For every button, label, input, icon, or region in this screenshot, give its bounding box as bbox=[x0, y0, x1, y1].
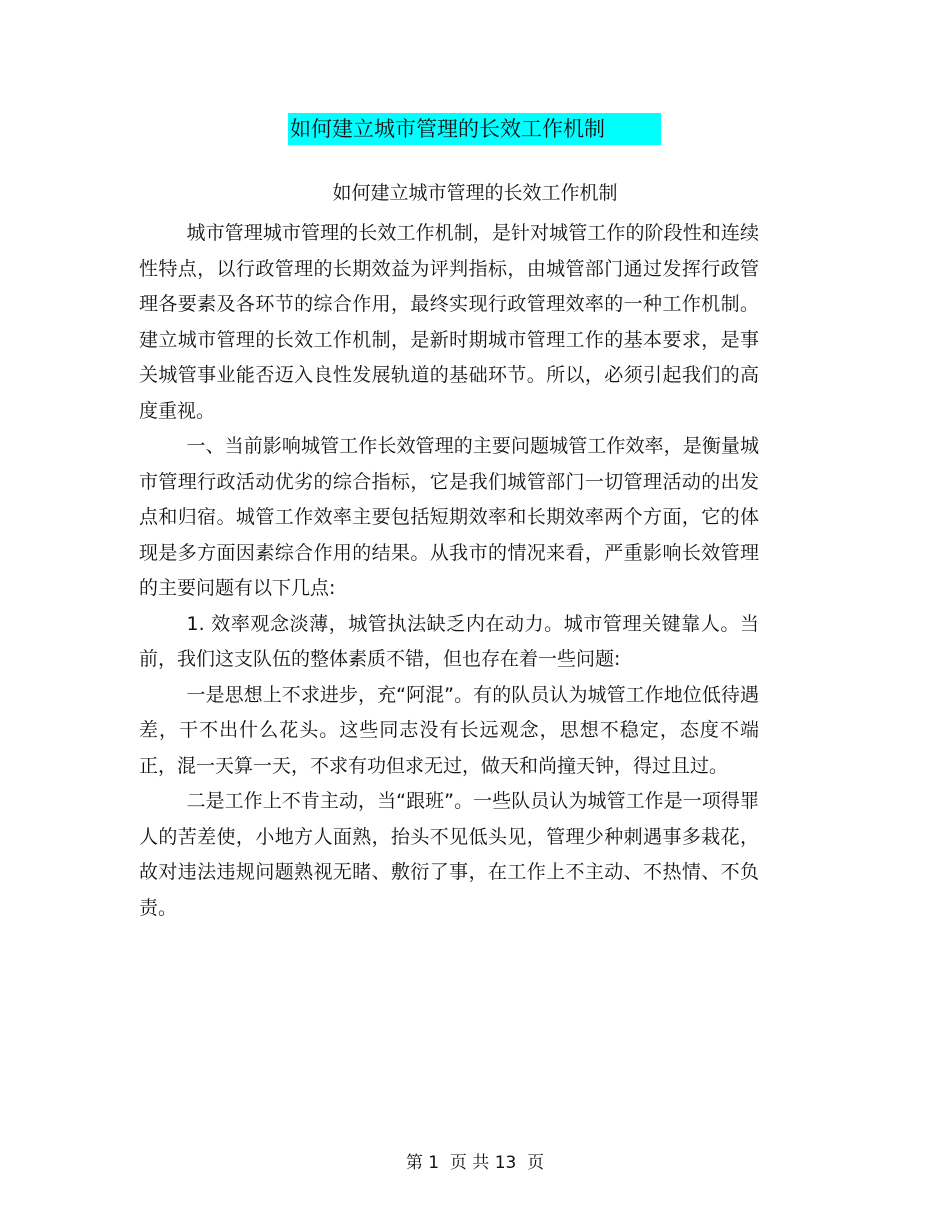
paragraph: 1. 效率观念淡薄，城管执法缺乏内在动力。城市管理关键靠人。当前，我们这支队伍的整体素质不错，但也存在着一些问题: bbox=[139, 612, 759, 670]
paragraph: 城市管理城市管理的长效工作机制，是针对城管工作的阶段性和连续性特点，以行政管理的长期效益为评判指标，由城管部门通过发挥行政管理各要素及各环节的综合作用，最终实现行政管理效率的一种工作机制。建立城市管理的长效工作机制，是新时期城市管理工作的基本要求，是事关城管事业能否迈入良性发展轨道的基础环节。所以，必须引起我们的高度重视。 bbox=[139, 222, 759, 422]
paragraph: 一、当前影响城管工作长效管理的主要问题城管工作效率，是衡量城市管理行政活动优劣的综合指标，它是我们城管部门一切管理活动的出发点和归宿。城管工作效率主要包括短期效率和长期效率两个方面，它的体现是多方面因素综合作用的结果。从我市的情况来看，严重影响长效管理的主要问题有以下几点: bbox=[139, 435, 759, 599]
page-footer: 第 1 页 共 13 页 bbox=[405, 1153, 545, 1173]
highlighted-title: 如何建立城市管理的长效工作机制 bbox=[288, 113, 661, 145]
paragraph: 二是工作上不肯主动，当“跟班”。一些队员认为城管工作是一项得罪人的苦差使，小地方人面熟，抬头不见低头见，管理少种刺遇事多栽花，故对违法违规问题熟视无睹、敷衍了事，在工作上不主动、不热情、不负责。 bbox=[139, 790, 759, 919]
paragraph: 一是思想上不求进步，充“阿混”。有的队员认为城管工作地位低待遇差，干不出什么花头。这些同志没有长远观念，思想不稳定，态度不端正，混一天算一天，不求有功但求无过，做天和尚撞天钟，得过且过。 bbox=[139, 683, 759, 777]
document-body bbox=[139, 216, 759, 926]
document-title: 如何建立城市管理的长效工作机制 bbox=[332, 182, 618, 204]
